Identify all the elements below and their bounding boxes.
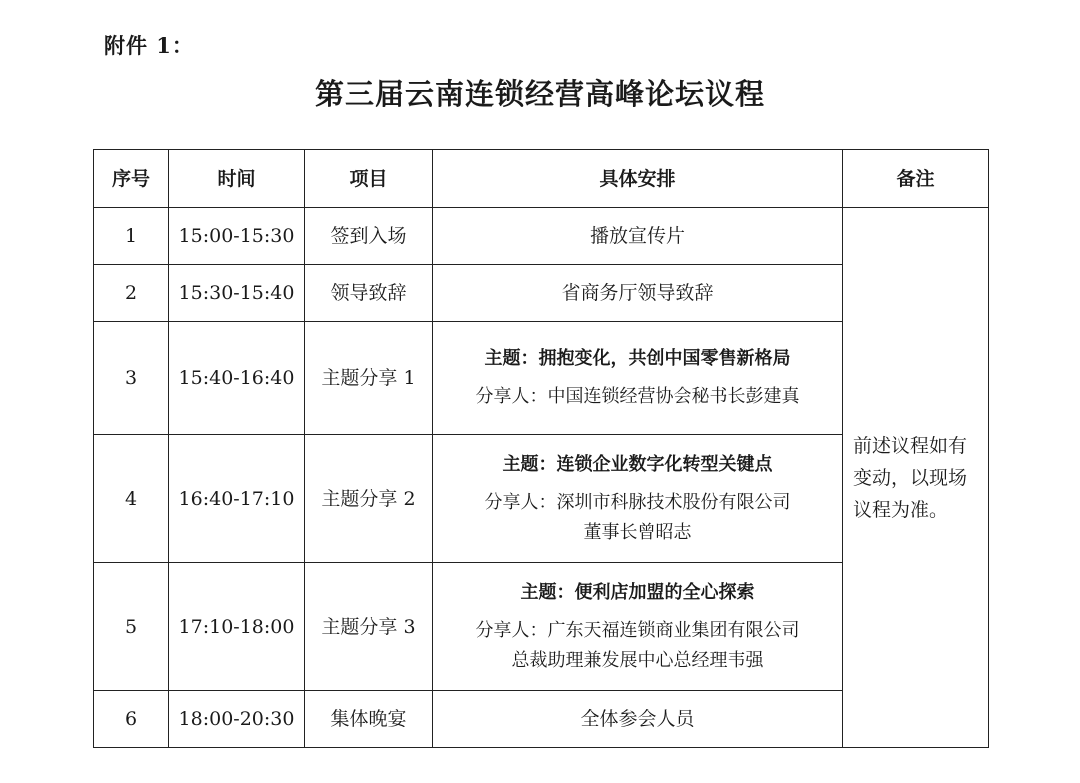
row-arrangement — [433, 563, 843, 691]
row-arrangement — [433, 322, 843, 435]
row-item: 领导致辞 — [305, 265, 433, 322]
row-no: 6 — [94, 691, 169, 748]
row-time: 17:10-18:00 — [169, 563, 305, 691]
row-no: 2 — [94, 265, 169, 322]
row-no: 3 — [94, 322, 169, 435]
header-arrangement: 具体安排 — [433, 150, 843, 208]
row-no: 1 — [94, 208, 169, 265]
row-time: 15:40-16:40 — [169, 322, 305, 435]
document-title: 第三届云南连锁经营高峰论坛议程 — [314, 77, 765, 111]
session-topic: 主题：拥抱变化，共创中国零售新格局 — [484, 348, 791, 369]
header-note: 备注 — [843, 150, 989, 208]
row-arrangement: 播放宣传片 — [433, 208, 843, 265]
row-item: 集体晚宴 — [305, 691, 433, 748]
row-time: 18:00-20:30 — [169, 691, 305, 748]
header-no: 序号 — [94, 150, 169, 208]
session-speaker-title: 董事长曾昭志 — [583, 521, 692, 543]
attachment-label: 附件 1： — [104, 33, 194, 58]
row-item: 签到入场 — [305, 208, 433, 265]
session-topic: 主题：便利店加盟的全心探索 — [520, 581, 755, 603]
row-item: 主题分享 2 — [305, 435, 433, 563]
session-speaker: 分享人：深圳市科脉技术股份有限公司 — [484, 491, 791, 513]
row-time: 15:30-15:40 — [169, 265, 305, 322]
row-arrangement: 省商务厅领导致辞 — [433, 265, 843, 322]
header-time: 时间 — [169, 150, 305, 208]
header-item: 项目 — [305, 150, 433, 208]
row-item: 主题分享 1 — [305, 322, 433, 435]
header-row — [94, 150, 989, 208]
session-speaker: 分享人：中国连锁经营协会秘书长彭建真 — [475, 386, 800, 407]
row-no: 4 — [94, 435, 169, 563]
table-row — [94, 208, 989, 265]
note-cell: 前述议程如有变动，以现场议程为准。 — [843, 208, 989, 748]
session-speaker: 分享人：广东天福连锁商业集团有限公司 — [475, 619, 800, 641]
row-time: 16:40-17:10 — [169, 435, 305, 563]
session-speaker-title: 总裁助理兼发展中心总经理韦强 — [511, 649, 764, 671]
row-arrangement — [433, 435, 843, 563]
session-topic: 主题：连锁企业数字化转型关键点 — [502, 453, 773, 475]
agenda-table — [93, 149, 989, 748]
row-arrangement: 全体参会人员 — [433, 691, 843, 748]
row-time: 15:00-15:30 — [169, 208, 305, 265]
row-no: 5 — [94, 563, 169, 691]
row-item: 主题分享 3 — [305, 563, 433, 691]
